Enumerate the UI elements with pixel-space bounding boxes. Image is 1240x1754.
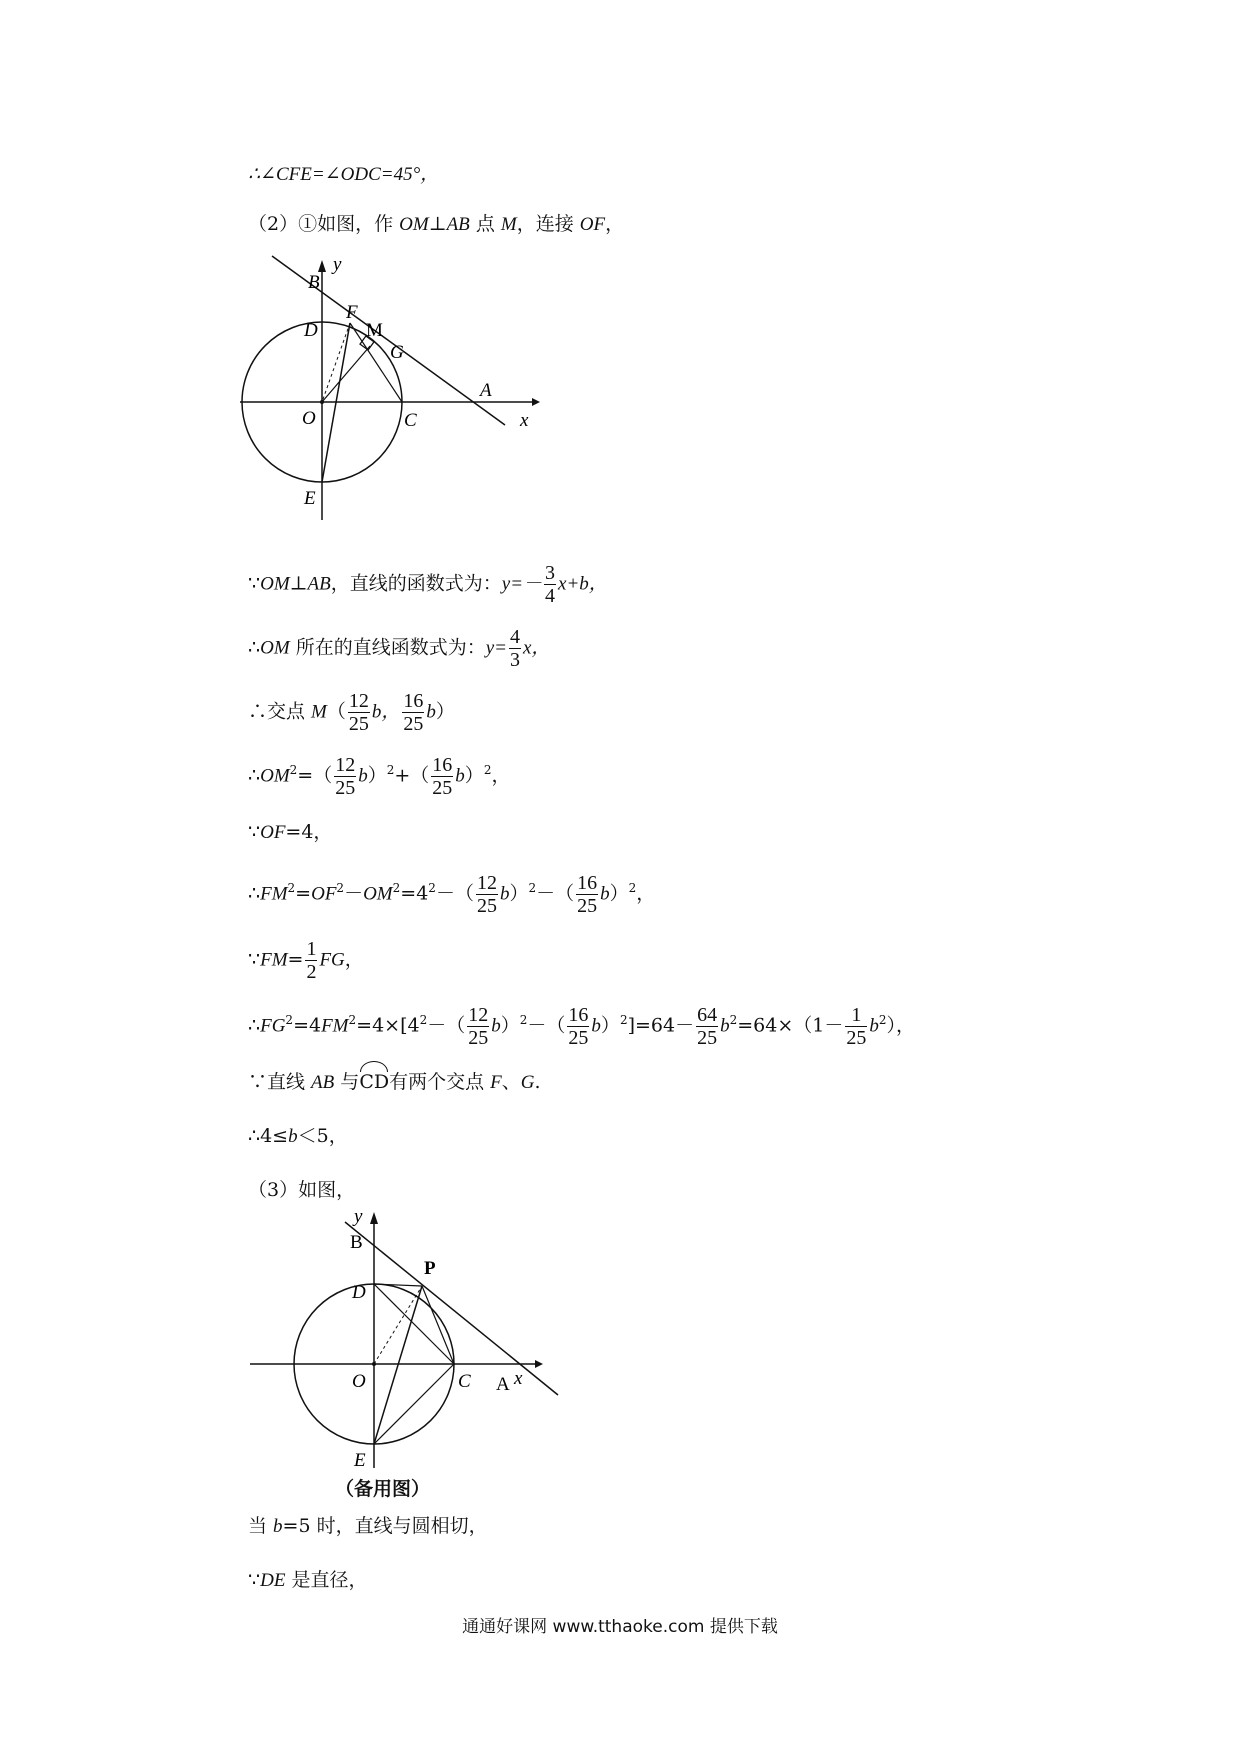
fraction: $\frac{64}{25}$ [697, 1004, 718, 1049]
line-2: （2）①如图，作 OM⊥AB 点 M，连接 OF， [248, 213, 625, 235]
fraction: $\frac{16}{25}$ [577, 872, 598, 917]
label-A: A [480, 380, 492, 401]
label-x: x [514, 1368, 523, 1389]
label-D: D [304, 320, 318, 341]
segment-om [322, 346, 370, 402]
label-y: y [354, 1206, 363, 1227]
fraction: $\frac{1}{2}$ [306, 938, 317, 983]
label-O: O [302, 408, 316, 429]
figure-2-diagram [250, 1206, 570, 1480]
line-15: ∵DE 是直径， [248, 1569, 368, 1591]
label-E: E [354, 1450, 366, 1471]
label-F: F [346, 302, 358, 323]
origin-dot [372, 1362, 376, 1366]
fraction: $\frac{12}{25}$ [348, 690, 369, 735]
figure-1-diagram [240, 250, 560, 530]
label-B: B [308, 272, 320, 293]
line-10: $\therefore FG^2=4FM^2=4\times[4^2-$（ $\frac{12}{25}$ b）$^2$－（ $\frac{16}{25}$ b）$^2$]=64－ $\frac{64}{25}$ $b^2=64\times(1-$ $\frac{1}{25}$ $b^2$）， [248, 1004, 915, 1049]
label-O: O [352, 1371, 366, 1392]
line-7: ∵OF=4， [248, 821, 333, 843]
origin-dot [320, 400, 324, 404]
line-4: ∴OM 所在的直线函数式为：y= $\frac{4}{3}$ x， [248, 626, 551, 671]
label-C: C [404, 410, 417, 431]
label-x: x [520, 410, 529, 431]
fraction: $\frac{16}{25}$ [432, 754, 453, 799]
x-axis-arrow [535, 1360, 543, 1368]
segment-dc [374, 1284, 454, 1364]
arc-cd: CD [359, 1068, 389, 1096]
line-5: ∴交点 M（ $\frac{12}{25}$ b， $\frac{16}{25}$ b） [248, 690, 455, 735]
fraction: $\frac{3}{4}$ [545, 562, 556, 607]
line-13: （3）如图， [248, 1179, 356, 1201]
segment-fo-dashed [322, 323, 350, 402]
line-11: ∵直线 AB 与CD有两个交点 F、G. [248, 1068, 541, 1097]
label-A: A [496, 1374, 510, 1395]
fraction: $\frac{4}{3}$ [509, 626, 520, 671]
line-1: ∴∠CFE=∠ODC=45°， [248, 164, 440, 185]
label-G: G [390, 342, 404, 363]
tangent-line [345, 1222, 558, 1395]
line-3: ∵OM⊥AB，直线的函数式为：y=－ $\frac{3}{4}$ x+b， [248, 562, 608, 607]
x-axis-arrow [532, 398, 540, 406]
figure-caption: （备用图） [335, 1478, 431, 1500]
fraction: $\frac{1}{25}$ [846, 1004, 867, 1049]
page-footer: 通通好课网 www.tthaoke.com 提供下载 [462, 1617, 778, 1637]
line-12: ∴4≤b＜5， [248, 1125, 348, 1147]
label-E: E [304, 488, 316, 509]
label-B: B [350, 1232, 363, 1253]
fraction: $\frac{12}{25}$ [476, 872, 497, 917]
label-C: C [458, 1371, 471, 1392]
line-9: ∵FM= $\frac{1}{2}$ FG， [248, 938, 364, 983]
fraction: $\frac{12}{25}$ [468, 1004, 489, 1049]
fraction: $\frac{12}{25}$ [335, 754, 356, 799]
fraction: $\frac{16}{25}$ [403, 690, 424, 735]
line-8: $\therefore FM^2=OF^2-OM^2=4^2-$（ $\frac{12}{25}$ b）$^2$－（ $\frac{16}{25}$ b）$^2$， [248, 872, 656, 917]
label-M: M [366, 320, 383, 341]
label-D: D [352, 1282, 366, 1303]
y-axis-arrow [370, 1212, 378, 1224]
label-P: P [424, 1258, 436, 1279]
fraction: $\frac{16}{25}$ [568, 1004, 589, 1049]
y-axis-arrow [318, 260, 326, 272]
label-y: y [333, 254, 342, 275]
line-14: 当 b=5 时，直线与圆相切， [248, 1515, 488, 1537]
line-6: $\therefore OM^2=$（ $\frac{12}{25}$ b）$^2$+（ $\frac{16}{25}$ b）$^2$， [248, 754, 511, 799]
